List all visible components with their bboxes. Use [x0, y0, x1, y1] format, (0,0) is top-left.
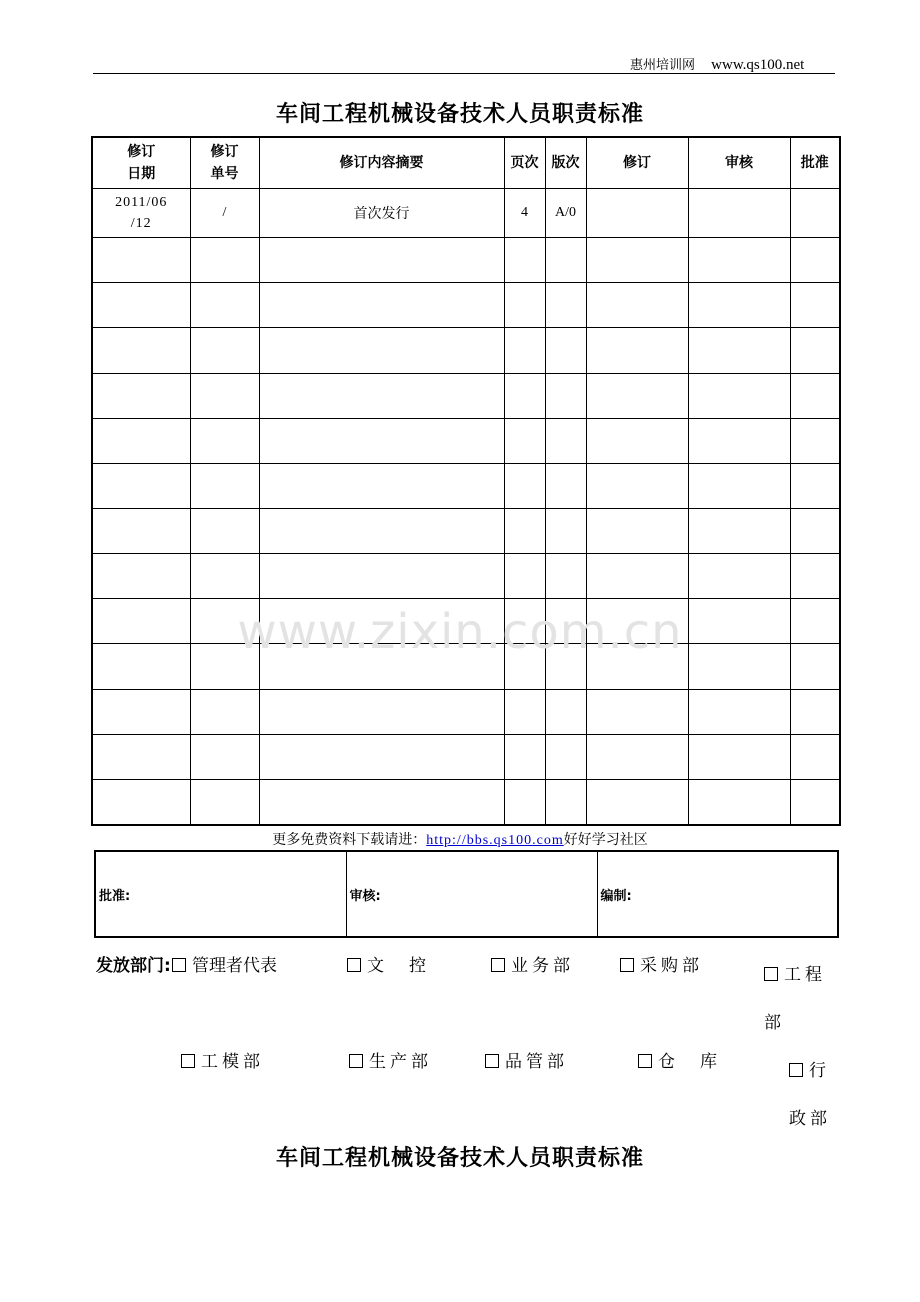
table-row	[92, 599, 840, 644]
compile-field[interactable]: 编制:	[597, 851, 838, 937]
empty-cell	[545, 418, 586, 463]
empty-cell	[688, 689, 790, 734]
download-note: 更多免费资料下载请进：http://bbs.qs100.com好好学习社区	[272, 832, 648, 848]
checkbox-icon[interactable]	[789, 1063, 803, 1077]
empty-cell	[545, 689, 586, 734]
page-header	[630, 54, 804, 74]
empty-cell	[790, 463, 840, 508]
empty-cell	[190, 779, 259, 825]
empty-cell	[545, 554, 586, 599]
empty-cell	[545, 734, 586, 779]
approve-cell	[790, 189, 840, 238]
checkbox-icon[interactable]	[347, 958, 361, 972]
empty-cell	[92, 779, 190, 825]
empty-cell	[504, 644, 545, 689]
empty-cell	[586, 418, 688, 463]
empty-cell	[259, 689, 504, 734]
empty-cell	[586, 554, 688, 599]
empty-cell	[92, 554, 190, 599]
table-row	[92, 779, 840, 825]
empty-cell	[586, 734, 688, 779]
empty-cell	[92, 508, 190, 553]
empty-cell	[190, 689, 259, 734]
empty-cell	[259, 463, 504, 508]
empty-cell	[586, 283, 688, 328]
empty-cell	[190, 734, 259, 779]
table-row	[92, 689, 840, 734]
review-field[interactable]: 审核:	[346, 851, 597, 937]
dist-item-sales[interactable]: 业务部	[491, 951, 574, 976]
empty-cell	[688, 508, 790, 553]
dist-item-engineering[interactable]: 工程部	[764, 965, 826, 1033]
table-row	[92, 418, 840, 463]
revision-number-cell: /	[190, 189, 259, 238]
empty-cell	[790, 554, 840, 599]
empty-cell	[688, 373, 790, 418]
empty-cell	[504, 328, 545, 373]
empty-cell	[259, 328, 504, 373]
checkbox-icon[interactable]	[349, 1054, 363, 1068]
checkbox-icon[interactable]	[638, 1054, 652, 1068]
empty-cell	[259, 599, 504, 644]
empty-cell	[259, 554, 504, 599]
empty-cell	[92, 238, 190, 283]
empty-cell	[790, 508, 840, 553]
revision-table	[91, 136, 841, 826]
empty-cell	[92, 734, 190, 779]
checkbox-icon[interactable]	[172, 958, 186, 972]
document-title-repeat: 车间工程机械设备技术人员职责标准	[275, 1145, 644, 1171]
empty-cell	[790, 734, 840, 779]
empty-cell	[504, 283, 545, 328]
empty-cell	[92, 283, 190, 328]
revise-cell	[586, 189, 688, 238]
table-row	[92, 734, 840, 779]
empty-cell	[504, 689, 545, 734]
page-cell: 4	[504, 189, 545, 238]
empty-cell	[504, 418, 545, 463]
empty-cell	[92, 644, 190, 689]
header-revision-number: 修订 单号	[190, 137, 259, 189]
dist-item-management-rep[interactable]: 管理者代表	[172, 951, 277, 976]
empty-cell	[586, 463, 688, 508]
site-name: 惠州培训网	[630, 58, 696, 73]
review-cell	[688, 189, 790, 238]
empty-cell	[259, 779, 504, 825]
header-page: 页次	[504, 137, 545, 189]
empty-cell	[92, 418, 190, 463]
empty-cell	[504, 463, 545, 508]
empty-cell	[504, 734, 545, 779]
empty-cell	[586, 328, 688, 373]
empty-cell	[545, 779, 586, 825]
empty-cell	[259, 373, 504, 418]
table-row	[92, 463, 840, 508]
dist-item-purchasing[interactable]: 采购部	[620, 951, 703, 976]
table-row	[92, 644, 840, 689]
watermark: www.zixin.com.cn	[237, 604, 683, 660]
dist-item-warehouse[interactable]: 仓 库	[638, 1047, 721, 1072]
dist-item-quality[interactable]: 品管部	[485, 1047, 568, 1072]
header-summary: 修订内容摘要	[259, 137, 504, 189]
site-url[interactable]: www.qs100.net	[711, 57, 805, 73]
empty-cell	[504, 508, 545, 553]
empty-cell	[790, 644, 840, 689]
empty-cell	[92, 599, 190, 644]
version-cell: A/0	[545, 189, 586, 238]
empty-cell	[504, 554, 545, 599]
empty-cell	[790, 373, 840, 418]
empty-cell	[504, 373, 545, 418]
empty-cell	[688, 599, 790, 644]
dist-item-document-control[interactable]: 文 控	[347, 951, 430, 976]
table-row	[92, 238, 840, 283]
empty-cell	[790, 283, 840, 328]
empty-cell	[586, 238, 688, 283]
empty-cell	[790, 418, 840, 463]
empty-cell	[504, 599, 545, 644]
empty-cell	[586, 373, 688, 418]
revision-date-cell: 2011/06 /12	[92, 189, 190, 238]
approve-field[interactable]: 批准:	[95, 851, 346, 937]
empty-cell	[259, 644, 504, 689]
summary-cell: 首次发行	[259, 189, 504, 238]
empty-cell	[190, 283, 259, 328]
empty-cell	[586, 779, 688, 825]
empty-cell	[688, 283, 790, 328]
empty-cell	[688, 779, 790, 825]
empty-cell	[190, 508, 259, 553]
empty-cell	[259, 734, 504, 779]
empty-cell	[790, 238, 840, 283]
checkbox-icon[interactable]	[181, 1054, 195, 1068]
checkbox-icon[interactable]	[620, 958, 634, 972]
empty-cell	[190, 238, 259, 283]
empty-cell	[688, 734, 790, 779]
dist-item-tooling[interactable]: 工模部	[181, 1047, 264, 1072]
empty-cell	[92, 689, 190, 734]
approval-table	[94, 850, 839, 938]
empty-cell	[545, 644, 586, 689]
empty-cell	[504, 238, 545, 283]
empty-cell	[688, 238, 790, 283]
header-divider	[93, 73, 835, 74]
empty-cell	[688, 644, 790, 689]
dist-item-production[interactable]: 生产部	[349, 1047, 432, 1072]
empty-cell	[92, 463, 190, 508]
empty-cell	[259, 283, 504, 328]
empty-cell	[545, 463, 586, 508]
empty-cell	[790, 599, 840, 644]
empty-cell	[545, 283, 586, 328]
empty-cell	[790, 689, 840, 734]
dist-item-admin[interactable]: 行政部	[789, 1061, 831, 1129]
empty-cell	[190, 554, 259, 599]
document-title: 车间工程机械设备技术人员职责标准	[275, 101, 644, 127]
table-row	[92, 373, 840, 418]
empty-cell	[92, 373, 190, 418]
empty-cell	[586, 689, 688, 734]
empty-cell	[688, 554, 790, 599]
checkbox-icon[interactable]	[491, 958, 505, 972]
empty-cell	[790, 779, 840, 825]
header-approve: 批准	[790, 137, 840, 189]
empty-cell	[545, 328, 586, 373]
empty-cell	[545, 238, 586, 283]
empty-cell	[259, 238, 504, 283]
empty-cell	[190, 644, 259, 689]
table-row	[92, 328, 840, 373]
header-version: 版次	[545, 137, 586, 189]
table-row	[92, 508, 840, 553]
empty-cell	[259, 418, 504, 463]
empty-cell	[586, 508, 688, 553]
empty-cell	[586, 599, 688, 644]
header-revise: 修订	[586, 137, 688, 189]
empty-cell	[688, 463, 790, 508]
empty-cell	[190, 373, 259, 418]
empty-cell	[190, 463, 259, 508]
empty-cell	[545, 373, 586, 418]
empty-cell	[92, 328, 190, 373]
checkbox-icon[interactable]	[485, 1054, 499, 1068]
empty-cell	[190, 599, 259, 644]
download-link[interactable]: http://bbs.qs100.com	[426, 833, 564, 848]
empty-cell	[504, 779, 545, 825]
empty-cell	[545, 508, 586, 553]
empty-cell	[586, 644, 688, 689]
empty-cell	[190, 328, 259, 373]
header-review: 审核	[688, 137, 790, 189]
empty-cell	[259, 508, 504, 553]
empty-cell	[190, 418, 259, 463]
header-revision-date: 修订 日期	[92, 137, 190, 189]
empty-cell	[790, 328, 840, 373]
table-row	[92, 189, 840, 238]
table-row	[92, 554, 840, 599]
table-row	[92, 283, 840, 328]
revision-header-row	[92, 137, 840, 189]
distribution-label: 发放部门:	[96, 956, 171, 976]
empty-cell	[688, 328, 790, 373]
checkbox-icon[interactable]	[764, 967, 778, 981]
empty-cell	[688, 418, 790, 463]
empty-cell	[545, 599, 586, 644]
